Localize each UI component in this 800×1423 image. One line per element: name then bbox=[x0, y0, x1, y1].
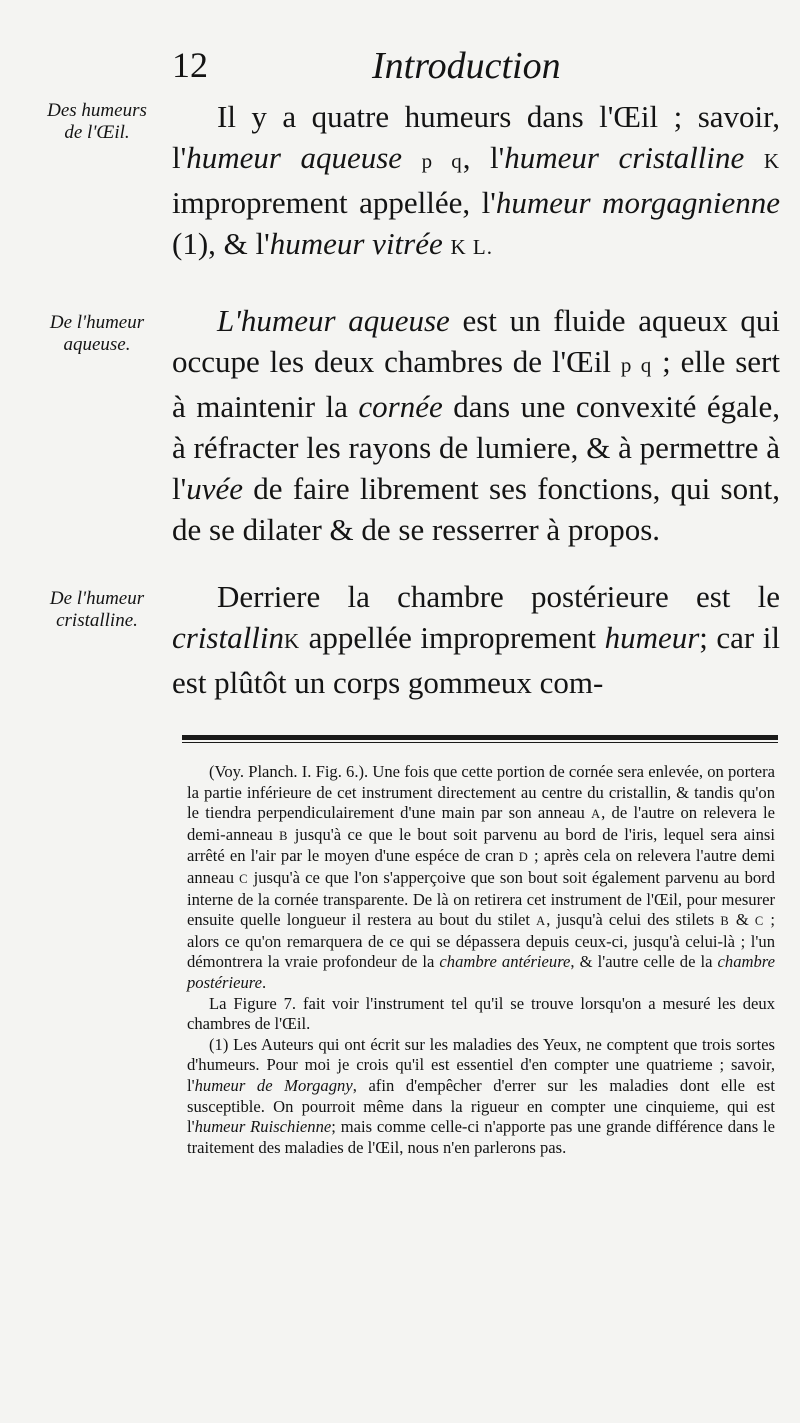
main-paragraph-humeurs bbox=[172, 96, 780, 268]
margin-note-line: cristalline. bbox=[56, 610, 138, 631]
figure-letter: B bbox=[279, 828, 289, 843]
italic-term: cristallin bbox=[172, 620, 284, 655]
italic-term: chambre antérieure bbox=[439, 952, 571, 972]
margin-note-aqueuse bbox=[22, 312, 172, 356]
text-run: . bbox=[261, 972, 267, 992]
margin-note-cristalline bbox=[22, 588, 172, 632]
figure-letter: D bbox=[518, 850, 529, 865]
text-run: est un fluide aqueux qui occupe les deux chambres de l'Œil bbox=[172, 303, 780, 379]
footnotes bbox=[187, 762, 775, 1158]
text-run: & bbox=[729, 910, 755, 930]
figure-letter: B bbox=[720, 914, 730, 929]
margin-note-line: De l'humeur bbox=[49, 588, 145, 609]
footnote bbox=[187, 762, 775, 994]
text-run: Il y a quatre humeurs dans l'Œil ; savoir, l' bbox=[172, 99, 780, 175]
text-run: (Voy. Planch. I. Fig. 6.). Une fois que cette portion de cornée sera enlevée, on portera la partie inférieure de cet instrument directement au centre du cristallin, & tandis qu'on le tiendra perpendiculairement d'une main par son anneau bbox=[187, 762, 775, 823]
footnote: La Figure 7. fait voir l'instrument tel qu'il se trouve lorsqu'on a mesuré les deux chambres de l'Œil. bbox=[187, 993, 775, 1034]
text-run: Derriere la chambre postérieure est le bbox=[217, 579, 780, 614]
italic-term: chambre postérieure bbox=[187, 952, 775, 992]
rule-thin bbox=[182, 742, 778, 743]
paragraph bbox=[172, 576, 780, 703]
page-header bbox=[172, 44, 780, 94]
text-run: , l' bbox=[462, 140, 505, 175]
rule-thick bbox=[182, 735, 778, 740]
text-run: ; elle sert à maintenir la bbox=[172, 344, 780, 424]
figure-letter: C bbox=[754, 914, 765, 929]
margin-note-line: Des humeurs bbox=[47, 100, 147, 121]
margin-note-humeurs bbox=[22, 100, 172, 144]
text-run: improprement appellée, l' bbox=[172, 185, 496, 220]
text-run: , afin d'empêcher d'errer sur les maladies dont elle est susceptible. On pourroit même dans la rigueur en compter une cinquieme, qui est l' bbox=[187, 1075, 775, 1137]
text-run: (1), & l' bbox=[172, 226, 270, 261]
italic-term: cornée bbox=[358, 389, 443, 424]
italic-term: humeur Ruischienne bbox=[194, 1117, 332, 1137]
text-run: , de l'autre on relevera le demi-anneau bbox=[187, 803, 775, 844]
figure-letter: p q bbox=[620, 353, 653, 377]
footnote-rule bbox=[182, 735, 778, 744]
figure-letter: A bbox=[591, 807, 602, 822]
margin-note-line: de l'Œil. bbox=[64, 122, 130, 143]
figure-letter: A bbox=[536, 914, 547, 929]
margin-note-line: aqueuse. bbox=[63, 334, 131, 355]
italic-term: L'humeur aqueuse bbox=[217, 303, 450, 338]
figure-letter: K L. bbox=[450, 235, 493, 259]
figure-letter: K bbox=[283, 629, 301, 653]
text-run: appellée improprement bbox=[300, 620, 605, 655]
paragraph bbox=[172, 96, 780, 268]
figure-letter: C bbox=[239, 871, 249, 886]
paragraph bbox=[172, 300, 780, 550]
italic-term: humeur aqueuse bbox=[186, 140, 403, 175]
margin-note-line: De l'humeur bbox=[49, 312, 145, 333]
page-number: 12 bbox=[172, 45, 208, 85]
text-run: , & l'autre celle de la bbox=[570, 952, 718, 972]
figure-letter: K bbox=[763, 149, 781, 173]
italic-term: humeur bbox=[604, 620, 700, 655]
text-run: de faire librement ses fonctions, qui sont, de se dilater & de se resserrer à propos. bbox=[172, 471, 780, 547]
italic-term: humeur cristalline bbox=[504, 140, 745, 175]
text-run: dans une convexité égale, à réfracter les rayons de lumiere, & à permettre à l' bbox=[172, 389, 780, 506]
running-title: Introduction bbox=[372, 45, 561, 87]
text-run: jusqu'à ce que le bout soit parvenu au bord de l'iris, lequel sera ainsi arrêté en l'air par le moyen d'une espéce de cran bbox=[187, 824, 775, 866]
text-run: (1) Les Auteurs qui ont écrit sur les maladies des Yeux, ne comptent que trois sortes d'humeurs. Pour moi je crois qu'il est essentiel d'en compter une quatrieme ; savoir, l' bbox=[187, 1034, 775, 1095]
text-run: ; mais comme celle-ci n'apporte pas une grande différence dans le traitement des maladies de l'Œil, nous n'en parlerons pas. bbox=[187, 1117, 775, 1157]
italic-term: uvée bbox=[186, 471, 243, 506]
footnote bbox=[187, 1035, 775, 1159]
text-run: jusqu'à ce que l'on s'apperçoive que son bout soit également parvenu au bord interne de la cornée transparente. De là on retirera cet instrument de l'Œil, pour mesurer ensuite quelle longueur il restera au bout du stilet bbox=[187, 867, 775, 930]
italic-term: humeur de Morgagny bbox=[194, 1075, 353, 1095]
text-run: ; car il est plûtôt un corps gommeux com- bbox=[172, 620, 780, 700]
italic-term: humeur morgagnienne bbox=[495, 185, 780, 220]
text-run: , jusqu'à celui des stilets bbox=[546, 910, 721, 930]
main-paragraph-aqueuse bbox=[172, 300, 780, 550]
text-run: ; après cela on relevera l'autre demi anneau bbox=[187, 846, 775, 887]
italic-term: humeur vitrée bbox=[269, 226, 443, 261]
figure-letter: p q bbox=[421, 149, 463, 173]
main-paragraph-cristallin bbox=[172, 576, 780, 703]
text-run: ; alors ce qu'on remarquera de ce qui se dépassera depuis ceux-ci, jusqu'à celui-là ; l'un démontrera la vraie profondeur de la bbox=[187, 910, 775, 972]
